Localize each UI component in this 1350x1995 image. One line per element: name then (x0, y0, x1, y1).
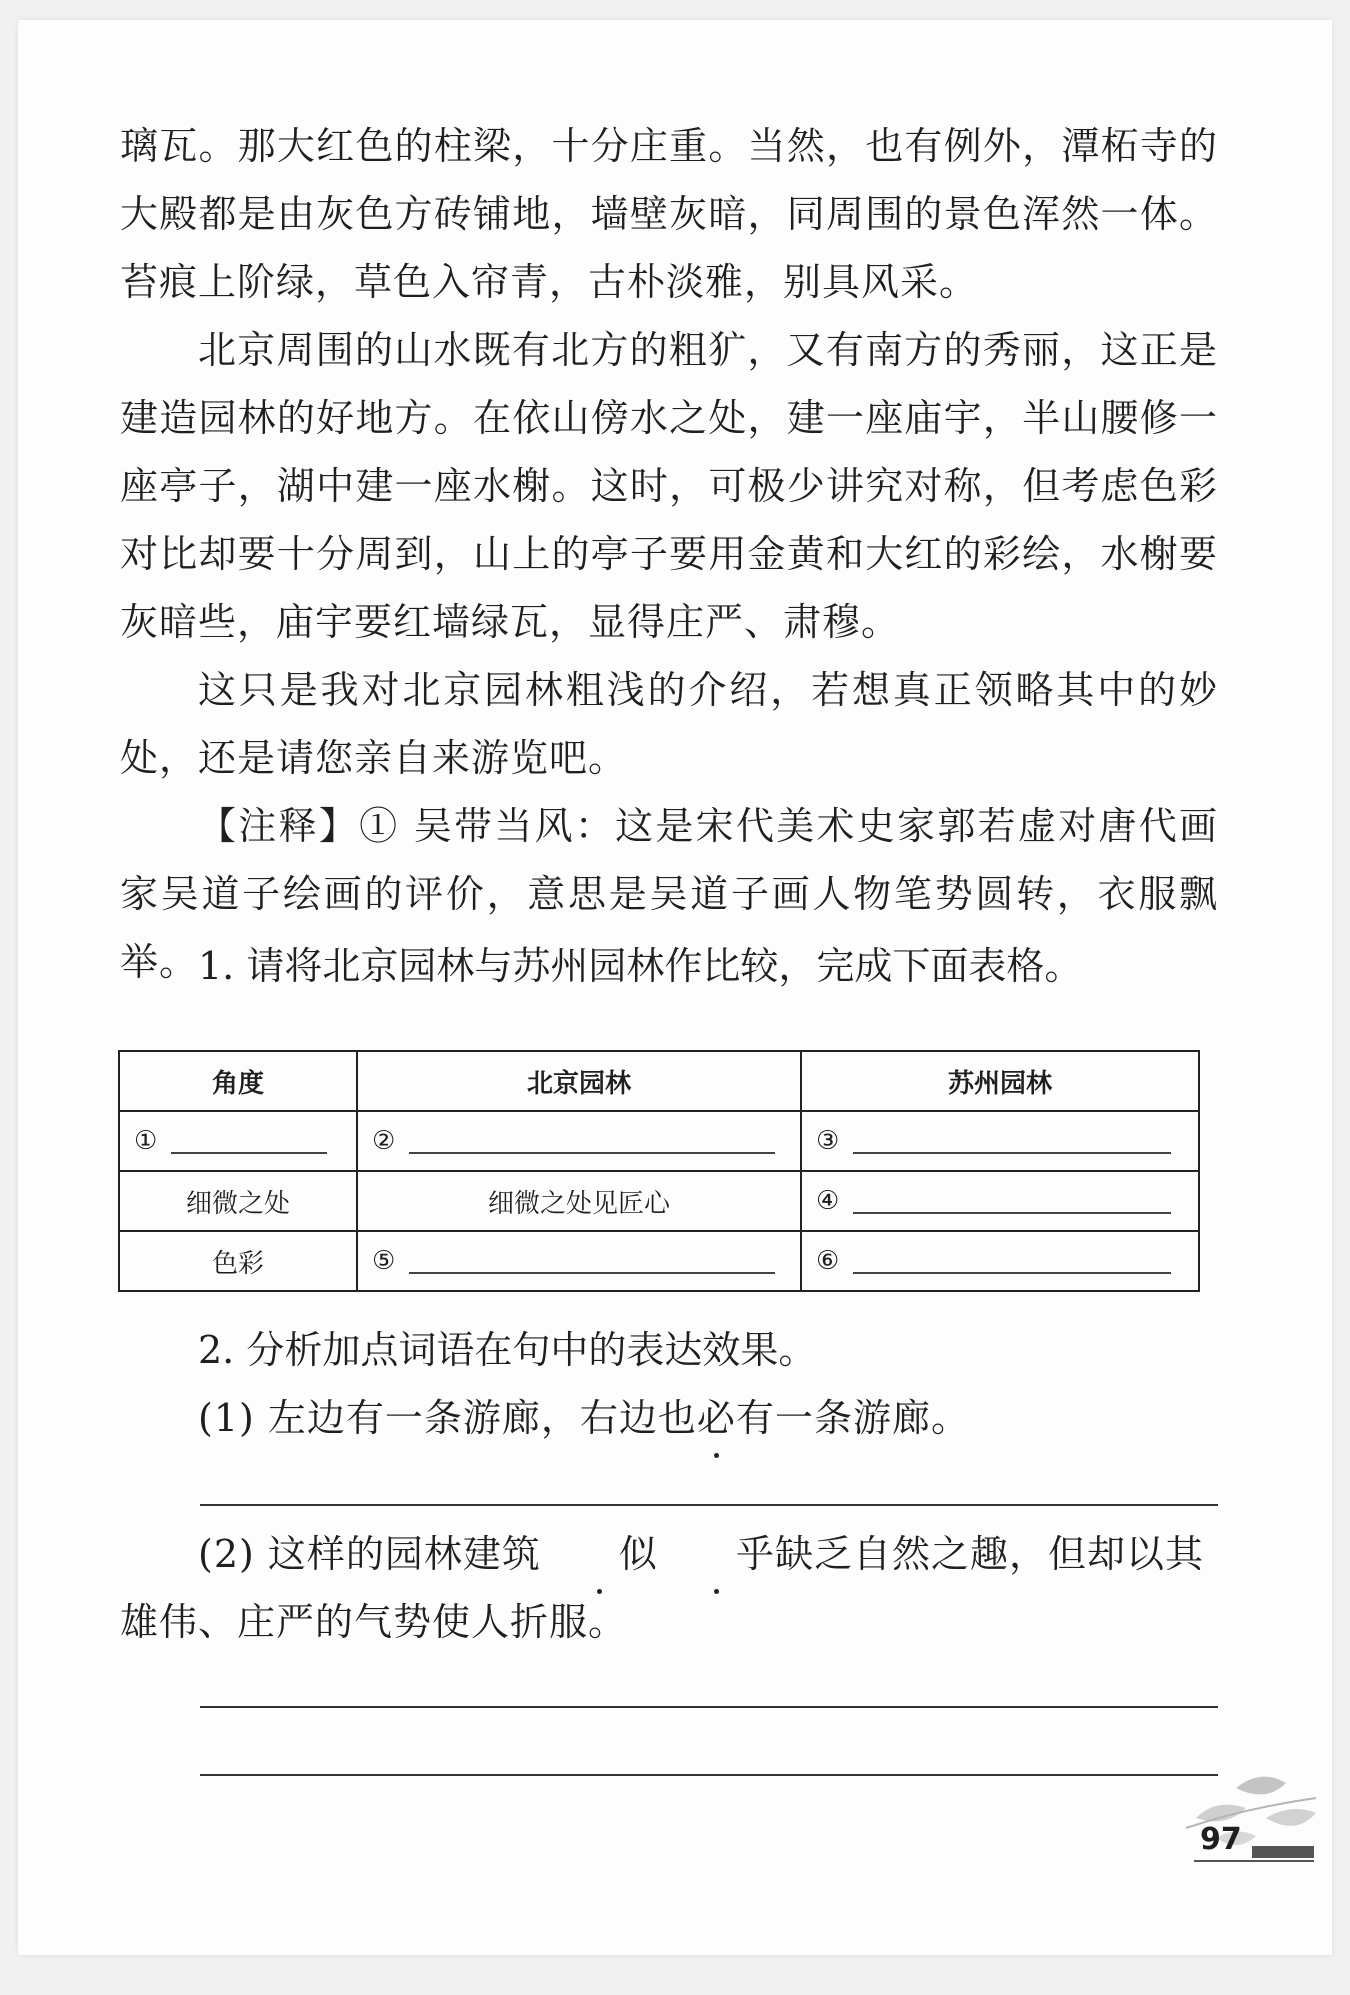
beijing-detail: 细微之处见匠心 (357, 1171, 801, 1231)
answer-line-2[interactable] (200, 1706, 1218, 1708)
header-angle: 角度 (119, 1051, 357, 1111)
blank-number: ① (134, 1126, 158, 1156)
blank-number: ④ (816, 1186, 840, 1216)
sentence-part: 有一条游廊。 (735, 1396, 970, 1440)
header-beijing: 北京园林 (357, 1051, 801, 1111)
answer-line-1[interactable] (200, 1504, 1218, 1506)
answer-blank[interactable] (853, 1130, 1171, 1154)
header-suzhou: 苏州园林 (801, 1051, 1199, 1111)
page-number-underline (1194, 1860, 1314, 1862)
page-number: 97 (1200, 1822, 1242, 1857)
sentence-part: (2) 这样的园林建筑 (198, 1532, 541, 1576)
annotation-note: 【注释】① 吴带当风：这是宋代美术史家郭若虚对唐代画家吴道子绘画的评价，意思是吴道子画人物笔势圆转，衣服飘举。 (120, 804, 1218, 984)
blank-cell-3[interactable] (801, 1111, 1199, 1171)
angle-color: 色彩 (119, 1231, 357, 1291)
answer-blank[interactable] (409, 1130, 775, 1154)
blank-number: ⑥ (816, 1246, 840, 1276)
answer-blank[interactable] (853, 1250, 1171, 1274)
passage-paragraph-2: 北京周围的山水既有北方的粗犷，又有南方的秀丽，这正是建造园林的好地方。在依山傍水之处，建一座庙宇，半山腰修一座亭子，湖中建一座水榭。这时，可极少讲究对称，但考虑色彩对比却要十分周到，山上的亭子要用金黄和大红的彩绘，水榭要灰暗些，庙宇要红墙绿瓦，显得庄严、肃穆。 (120, 328, 1218, 644)
angle-detail: 细微之处 (119, 1171, 357, 1231)
dotted-word: 必 (697, 1384, 736, 1452)
answer-blank[interactable] (409, 1250, 775, 1274)
leaf-decoration-icon (1176, 1758, 1326, 1858)
table-row (119, 1231, 1199, 1291)
blank-number: ② (372, 1126, 396, 1156)
blank-cell-4[interactable] (801, 1171, 1199, 1231)
table-row (119, 1171, 1199, 1231)
question-2-sub-1 (198, 1384, 1218, 1452)
table-row (119, 1111, 1199, 1171)
blank-number: ③ (816, 1126, 840, 1156)
question-2-prompt: 2. 分析加点词语在句中的表达效果。 (198, 1328, 817, 1372)
answer-line-3[interactable] (200, 1774, 1218, 1776)
table-header-row (119, 1051, 1199, 1111)
question-1-prompt: 1. 请将北京园林与苏州园林作比较，完成下面表格。 (198, 944, 1083, 988)
answer-blank[interactable] (853, 1190, 1171, 1214)
comparison-table (118, 1050, 1200, 1292)
blank-cell-6[interactable] (801, 1231, 1199, 1291)
page-number-bar (1252, 1846, 1314, 1858)
sentence-part: (1) 左边有一条游廊，右边也 (198, 1396, 697, 1440)
blank-cell-1[interactable] (119, 1111, 357, 1171)
answer-blank[interactable] (171, 1130, 327, 1154)
question-2-sub-2 (120, 1520, 1218, 1656)
blank-cell-2[interactable] (357, 1111, 801, 1171)
dotted-word: 乎 (658, 1520, 775, 1588)
workbook-page (18, 20, 1332, 1955)
passage-paragraph-1: 璃瓦。那大红色的柱梁，十分庄重。当然，也有例外，潭柘寺的大殿都是由灰色方砖铺地，墙壁灰暗，同周围的景色浑然一体。苔痕上阶绿，草色入帘青，古朴淡雅，别具风采。 (120, 124, 1218, 304)
blank-number: ⑤ (372, 1246, 396, 1276)
dotted-word: 似 (541, 1520, 658, 1588)
blank-cell-5[interactable] (357, 1231, 801, 1291)
sentence-part: 缺乏自然之趣，但却以其雄伟、庄严的气势使人折服。 (120, 1532, 1204, 1644)
passage-paragraph-3: 这只是我对北京园林粗浅的介绍，若想真正领略其中的妙处，还是请您亲自来游览吧。 (120, 668, 1218, 780)
